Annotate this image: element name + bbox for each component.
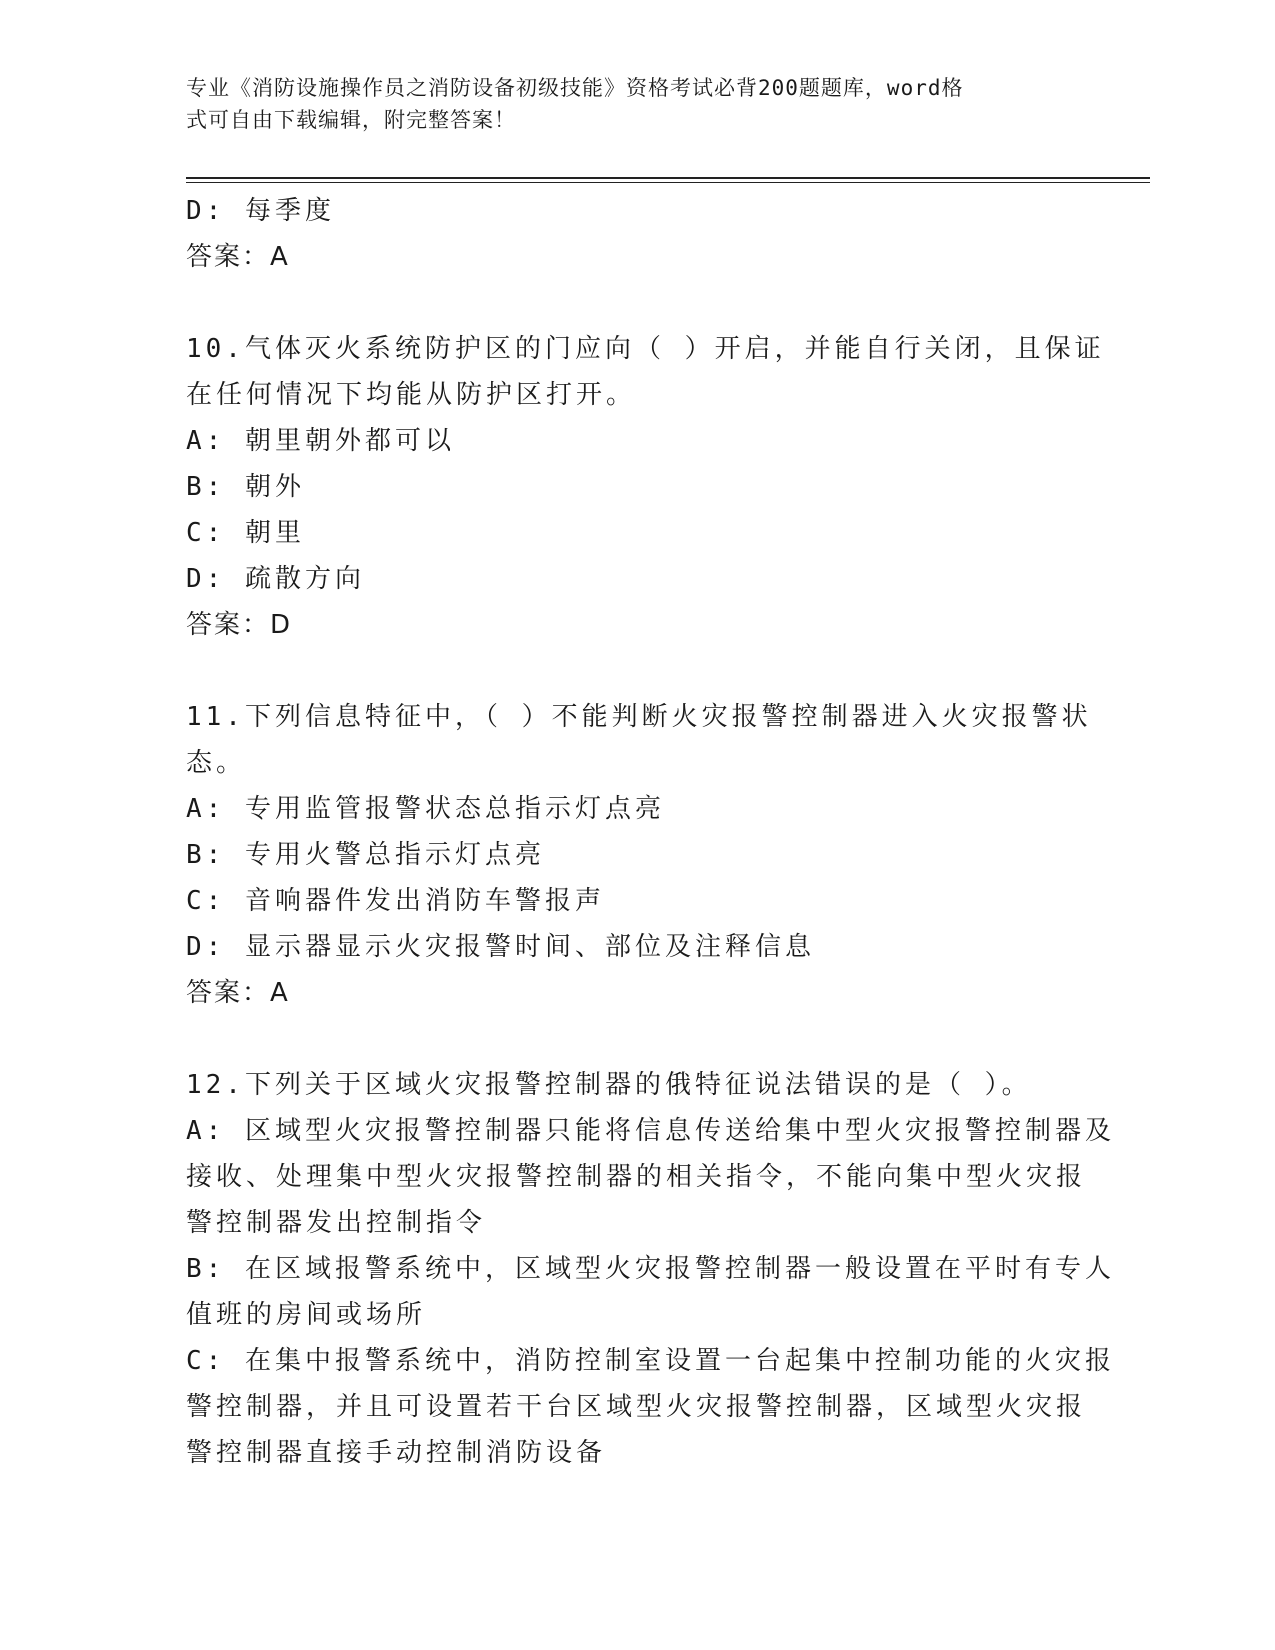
option-c-line: 警控制器，并且可设置若干台区域型火灾报警控制器，区域型火灾报 bbox=[186, 1392, 1087, 1422]
question-stem: 态。 bbox=[186, 748, 247, 778]
option-c-line: C: 在集中报警系统中，消防控制室设置一台起集中控制功能的火灾报 bbox=[186, 1346, 1115, 1376]
header-line: 式可自由下载编辑，附完整答案！ bbox=[186, 108, 516, 132]
option-a: A: 专用监管报警状态总指示灯点亮 bbox=[186, 794, 665, 824]
answer-line: 答案：D bbox=[186, 610, 293, 640]
question-stem: 11.下列信息特征中，（ ）不能判断火灾报警控制器进入火灾报警状 bbox=[186, 702, 1092, 732]
option-b-line: 值班的房间或场所 bbox=[186, 1300, 427, 1330]
option-c: C: 朝里 bbox=[186, 518, 305, 548]
option-a-line: 警控制器发出控制指令 bbox=[186, 1208, 487, 1238]
option-c-line: 警控制器直接手动控制消防设备 bbox=[186, 1438, 607, 1468]
option-b: B: 朝外 bbox=[186, 472, 305, 502]
question-11 bbox=[186, 694, 1092, 1016]
option-d: D: 疏散方向 bbox=[186, 564, 365, 594]
question-stem: 12.下列关于区域火灾报警控制器的俄特征说法错误的是（ ）。 bbox=[186, 1070, 1032, 1100]
question-10 bbox=[186, 326, 1105, 648]
header-divider-thin bbox=[186, 182, 1150, 183]
answer-line: 答案：A bbox=[186, 978, 290, 1008]
option-a: A: 朝里朝外都可以 bbox=[186, 426, 455, 456]
option-b: B: 专用火警总指示灯点亮 bbox=[186, 840, 545, 870]
option-c: C: 音响器件发出消防车警报声 bbox=[186, 886, 605, 916]
option-a-line: A: 区域型火灾报警控制器只能将信息传送给集中型火灾报警控制器及 bbox=[186, 1116, 1115, 1146]
header-divider bbox=[186, 177, 1150, 179]
answer-line: 答案：A bbox=[186, 242, 290, 272]
option-d: D: 每季度 bbox=[186, 196, 335, 226]
question-stem: 在任何情况下均能从防护区打开。 bbox=[186, 380, 637, 410]
option-a-line: 接收、处理集中型火灾报警控制器的相关指令，不能向集中型火灾报 bbox=[186, 1162, 1087, 1192]
option-b-line: B: 在区域报警系统中，区域型火灾报警控制器一般设置在平时有专人 bbox=[186, 1254, 1115, 1284]
question-content bbox=[186, 188, 1115, 1476]
document-header bbox=[186, 72, 1076, 136]
header-line: 专业《消防设施操作员之消防设备初级技能》资格考试必背200题题库，word格 bbox=[186, 76, 964, 100]
question-12 bbox=[186, 1062, 1115, 1476]
option-d: D: 显示器显示火灾报警时间、部位及注释信息 bbox=[186, 932, 815, 962]
question-stem: 10.气体灭火系统防护区的门应向（ ）开启，并能自行关闭，且保证 bbox=[186, 334, 1105, 364]
